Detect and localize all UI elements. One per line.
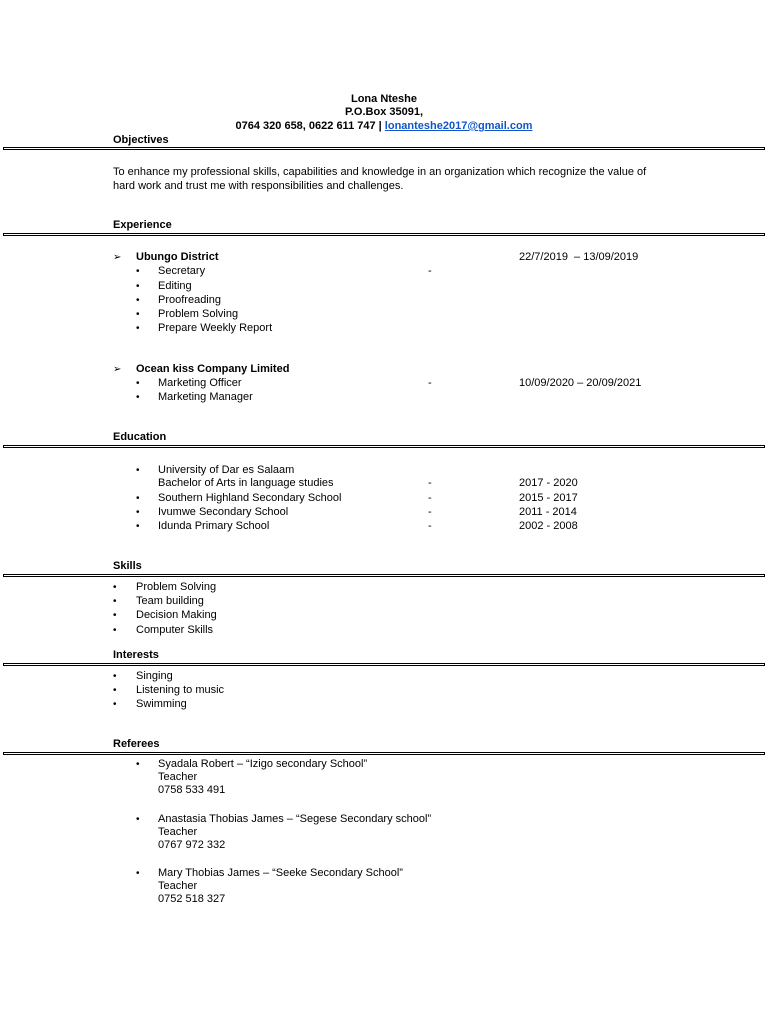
candidate-name: Lona Nteshe bbox=[350, 93, 417, 105]
section-divider bbox=[3, 445, 765, 448]
bullet-icon: • bbox=[136, 309, 140, 320]
bullet-icon: • bbox=[136, 266, 140, 277]
job-duty: Prepare Weekly Report bbox=[158, 322, 273, 334]
bullet-icon: • bbox=[136, 493, 140, 504]
referee-phone: 0758 533 491 bbox=[158, 784, 226, 796]
skill-item: Decision Making bbox=[136, 609, 217, 621]
bullet-icon: • bbox=[113, 625, 117, 636]
arrow-bullet-icon: ➢ bbox=[113, 364, 122, 375]
section-divider bbox=[3, 663, 765, 666]
bullet-icon: • bbox=[136, 392, 140, 403]
dash-separator: - bbox=[428, 265, 432, 277]
dash-separator: - bbox=[428, 520, 432, 532]
job-dates: 10/09/2020 – 20/09/2021 bbox=[519, 377, 642, 389]
job-duty: Marketing Officer bbox=[158, 377, 242, 389]
section-title-experience: Experience bbox=[113, 219, 172, 231]
education-institution: University of Dar es Salaam bbox=[158, 464, 295, 476]
contact-line bbox=[0, 120, 768, 133]
job-dates: 22/7/2019 – 13/09/2019 bbox=[519, 251, 639, 263]
job-employer: Ubungo District bbox=[136, 251, 219, 263]
bullet-icon: • bbox=[113, 610, 117, 621]
job-duty: Editing bbox=[158, 280, 192, 292]
section-divider bbox=[3, 752, 765, 755]
education-years: 2015 - 2017 bbox=[519, 492, 578, 504]
job-duty: Problem Solving bbox=[158, 308, 239, 320]
section-divider bbox=[3, 574, 765, 577]
education-years: 2002 - 2008 bbox=[519, 520, 578, 532]
referee-name: Mary Thobias James – “Seeke Secondary School” bbox=[158, 867, 403, 879]
skill-item: Problem Solving bbox=[136, 581, 217, 593]
dash-separator: - bbox=[428, 377, 432, 389]
bullet-icon: • bbox=[136, 465, 140, 476]
phone-numbers: 0764 320 658, 0622 611 747 | bbox=[235, 120, 382, 132]
email-link[interactable]: lonanteshe2017@gmail.com bbox=[384, 120, 533, 132]
bullet-icon: • bbox=[136, 507, 140, 518]
bullet-icon: • bbox=[113, 582, 117, 593]
interest-item: Swimming bbox=[136, 698, 187, 710]
section-title-interests: Interests bbox=[113, 649, 159, 661]
dash-separator: - bbox=[428, 506, 432, 518]
interest-item: Singing bbox=[136, 670, 173, 682]
education-institution: Southern Highland Secondary School bbox=[158, 492, 342, 504]
bullet-icon: • bbox=[136, 323, 140, 334]
education-institution: Ivumwe Secondary School bbox=[158, 506, 289, 518]
section-title-education: Education bbox=[113, 431, 167, 443]
referee-phone: 0752 518 327 bbox=[158, 893, 226, 905]
bullet-icon: • bbox=[136, 378, 140, 389]
section-divider bbox=[3, 147, 765, 150]
bullet-icon: • bbox=[113, 596, 117, 607]
bullet-icon: • bbox=[113, 671, 117, 682]
bullet-icon: • bbox=[136, 759, 140, 770]
section-title-referees: Referees bbox=[113, 738, 160, 750]
bullet-icon: • bbox=[136, 521, 140, 532]
education-institution: Idunda Primary School bbox=[158, 520, 270, 532]
arrow-bullet-icon: ➢ bbox=[113, 252, 122, 263]
job-duty: Secretary bbox=[158, 265, 206, 277]
job-duty: Proofreading bbox=[158, 294, 221, 306]
bullet-icon: • bbox=[113, 685, 117, 696]
referee-role: Teacher bbox=[158, 880, 198, 892]
referee-role: Teacher bbox=[158, 771, 198, 783]
bullet-icon: • bbox=[136, 295, 140, 306]
education-years: 2017 - 2020 bbox=[519, 477, 578, 489]
section-divider bbox=[3, 233, 765, 236]
objectives-text: To enhance my professional skills, capabilities and knowledge in an organization which recognize the value of hard work and trust me with responsibilities and challenges. bbox=[113, 166, 647, 192]
bullet-icon: • bbox=[113, 699, 117, 710]
bullet-icon: • bbox=[136, 281, 140, 292]
postal-address: P.O.Box 35091, bbox=[344, 106, 424, 118]
bullet-icon: • bbox=[136, 814, 140, 825]
dash-separator: - bbox=[428, 492, 432, 504]
bullet-icon: • bbox=[136, 868, 140, 879]
referee-phone: 0767 972 332 bbox=[158, 839, 226, 851]
job-employer: Ocean kiss Company Limited bbox=[136, 363, 290, 375]
referee-name: Syadala Robert – “Izigo secondary School” bbox=[158, 758, 368, 770]
skill-item: Computer Skills bbox=[136, 624, 214, 636]
section-title-skills: Skills bbox=[113, 560, 142, 572]
dash-separator: - bbox=[428, 477, 432, 489]
section-title-objectives: Objectives bbox=[113, 134, 169, 146]
interest-item: Listening to music bbox=[136, 684, 225, 696]
referee-name: Anastasia Thobias James – “Segese Secondary school” bbox=[158, 813, 432, 825]
job-duty: Marketing Manager bbox=[158, 391, 253, 403]
referee-role: Teacher bbox=[158, 826, 198, 838]
education-degree: Bachelor of Arts in language studies bbox=[158, 477, 334, 489]
education-years: 2011 - 2014 bbox=[519, 506, 577, 518]
skill-item: Team building bbox=[136, 595, 204, 607]
